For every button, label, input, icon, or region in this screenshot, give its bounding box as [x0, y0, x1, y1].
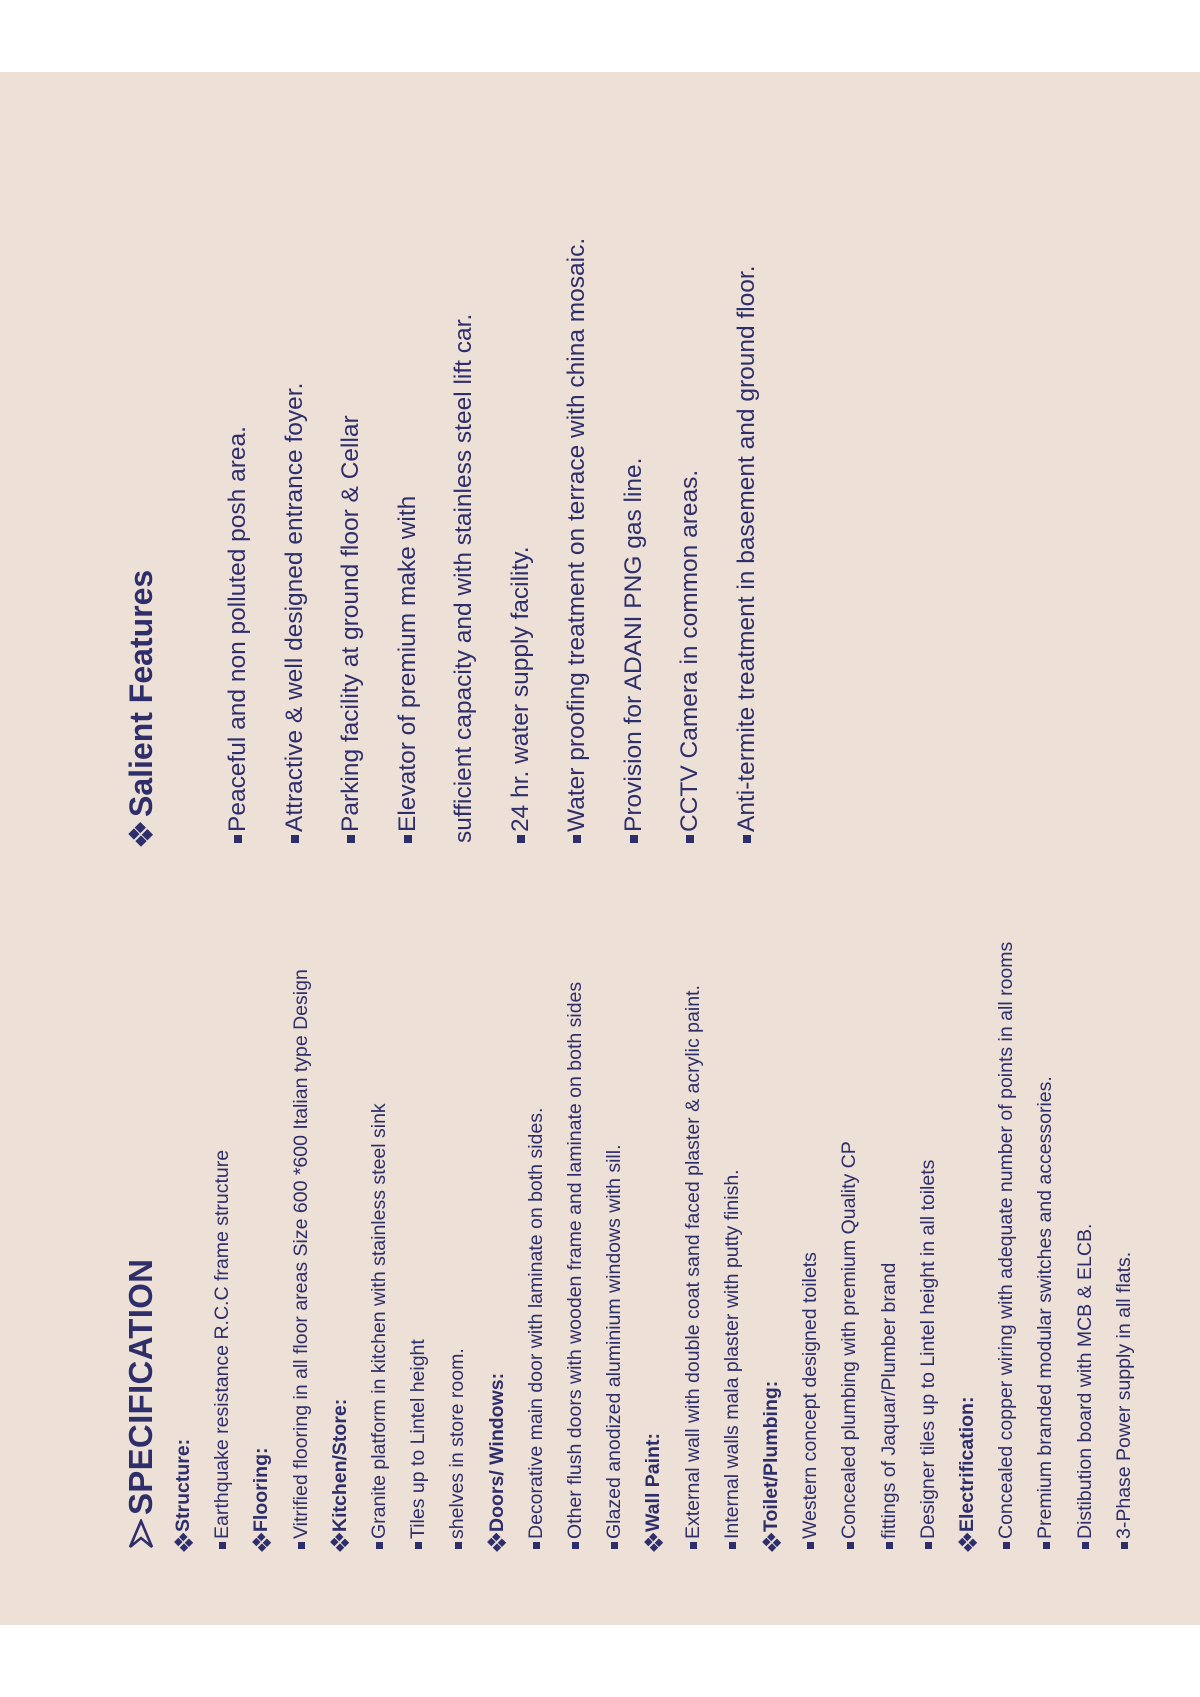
square-bullet-icon	[925, 1542, 932, 1549]
diamond-bullet-icon	[644, 1532, 664, 1552]
salient-feature-text: sufficient capacity and with stainless steel lift car.	[450, 313, 477, 843]
salient-feature-text: Elevator of premium make with	[393, 495, 421, 832]
spec-list-item	[791, 669, 830, 1549]
square-bullet-icon	[807, 1542, 814, 1549]
spec-line-text: Electrification:	[956, 1396, 979, 1532]
brochure-panel	[0, 72, 1200, 1625]
spec-list-item	[830, 669, 869, 1549]
spec-line-text: Concealed copper wiring with adequate number of points in all rooms	[995, 941, 1018, 1539]
diamond-bullet-icon	[331, 1532, 351, 1552]
spec-line-text: Doors/ Windows:	[485, 1372, 508, 1532]
square-bullet-icon	[455, 1542, 462, 1549]
square-bullet-icon	[291, 835, 299, 843]
diamond-bullet-icon	[252, 1532, 272, 1552]
square-bullet-icon	[298, 1542, 305, 1549]
spec-line-text: Designer tiles up to Lintel height in all toilets	[916, 1159, 939, 1539]
square-bullet-icon	[415, 1542, 422, 1549]
salient-feature-text: 24 hr. water supply facility.	[506, 546, 534, 832]
square-bullet-icon	[847, 1542, 854, 1549]
square-bullet-icon	[690, 1542, 697, 1549]
spec-line-text: Tiles up to Lintel height	[407, 1339, 430, 1539]
spec-list-item	[1066, 669, 1105, 1549]
spec-line-text: Structure:	[172, 1438, 194, 1532]
salient-feature-item	[662, 83, 719, 843]
spec-line-text: shelves in store room.	[446, 1348, 469, 1539]
salient-feature-text: CCTV Camera in common areas.	[676, 469, 703, 832]
arrowhead-icon	[126, 1519, 156, 1549]
square-bullet-icon	[533, 1542, 540, 1549]
spec-line-text: fittings of Jaquar/Plumber brand	[877, 1262, 900, 1539]
spec-line-text: Decorative main door with laminate on both sides.	[524, 1107, 547, 1539]
salient-features-section	[118, 83, 775, 843]
spec-line-text: Flooring:	[250, 1447, 273, 1532]
spec-list-item	[870, 669, 909, 1549]
salient-feature-item	[606, 83, 663, 843]
salient-feature-item	[436, 83, 493, 843]
spec-line-text: Distibution board with MCB & ELCB.	[1073, 1223, 1096, 1539]
square-bullet-icon	[1043, 1542, 1050, 1549]
salient-feature-item	[549, 83, 606, 843]
diamond-bullet-icon	[958, 1532, 978, 1552]
salient-features-heading	[118, 83, 164, 843]
spec-line-text: Western concept designed toilets	[799, 1252, 822, 1539]
spec-section-heading	[948, 669, 987, 1549]
square-bullet-icon	[630, 835, 638, 843]
square-bullet-icon	[686, 835, 694, 843]
spec-line-text: Toilet/Plumbing:	[760, 1380, 783, 1532]
spec-line-text: Internal walls mala plaster with putty finish.	[720, 1169, 743, 1539]
square-bullet-icon	[376, 1542, 383, 1549]
salient-features-title: Salient Features	[123, 569, 159, 817]
rotated-content	[0, 72, 1200, 1625]
square-bullet-icon	[404, 835, 412, 843]
spec-line-text: Kitchen/Store:	[328, 1398, 351, 1532]
spec-line-text: Premium branded modular switches and accessories.	[1034, 1076, 1057, 1539]
salient-feature-text: Peaceful and non polluted posh area.	[224, 426, 251, 832]
spec-list-item	[1105, 669, 1144, 1549]
square-bullet-icon	[234, 835, 242, 843]
square-bullet-icon	[1082, 1542, 1089, 1549]
spec-line-text: Concealed plumbing with premium Quality CP	[838, 1141, 861, 1539]
salient-feature-text: Provision for ADANI PNG gas line.	[619, 457, 647, 832]
spec-line-text: Glazed anodized aluminium windows with sill.	[603, 1144, 626, 1539]
salient-features-list	[210, 83, 775, 843]
square-bullet-icon	[517, 835, 525, 843]
square-bullet-icon	[1003, 1542, 1010, 1549]
salient-feature-item	[380, 83, 437, 843]
salient-feature-item	[323, 83, 380, 843]
square-bullet-icon	[743, 835, 751, 843]
diamond-bullet-icon	[174, 1532, 194, 1552]
salient-feature-text: Parking facility at ground floor & Cellar	[337, 415, 364, 832]
salient-feature-text: Water proofing treatment on terrace with china mosaic.	[563, 237, 590, 832]
spec-line-text: 3-Phase Power supply in all flats.	[1112, 1251, 1135, 1539]
spec-list-item	[909, 669, 948, 1549]
diamond-bullet-icon	[487, 1532, 507, 1552]
spec-line-text: Granite platform in kitchen with stainless steel sink	[368, 1103, 391, 1539]
spec-list-item	[987, 669, 1026, 1549]
spec-line-text: Wall Paint:	[642, 1433, 665, 1532]
square-bullet-icon	[219, 1542, 226, 1549]
spec-line-text: Other flush doors with wooden frame and laminate on both sides	[564, 981, 587, 1539]
salient-feature-item	[210, 83, 267, 843]
salient-feature-item	[719, 83, 776, 843]
square-bullet-icon	[573, 835, 581, 843]
square-bullet-icon	[886, 1542, 893, 1549]
square-bullet-icon	[347, 835, 355, 843]
square-bullet-icon	[572, 1542, 579, 1549]
salient-feature-item	[493, 83, 550, 843]
spec-line-text: External wall with double coat sand faced plaster & acrylic paint.	[681, 985, 704, 1539]
square-bullet-icon	[611, 1542, 618, 1549]
salient-feature-text: Attractive & well designed entrance foyer.	[280, 382, 308, 832]
diamond-bullet-icon	[128, 821, 153, 846]
square-bullet-icon	[1121, 1542, 1128, 1549]
square-bullet-icon	[729, 1542, 736, 1549]
spec-line-text: Earthquake resistance R.C.C frame structure	[211, 1149, 234, 1539]
diamond-bullet-icon	[762, 1532, 782, 1552]
salient-feature-item	[267, 83, 324, 843]
specification-title: SPECIFICATION	[122, 1258, 159, 1515]
spec-list-item	[1026, 669, 1065, 1549]
spec-line-text: Vitrified flooring in all floor areas Size 600 *600 Italian type Design	[289, 969, 312, 1539]
salient-feature-text: Anti-termite treatment in basement and ground floor.	[732, 265, 760, 832]
